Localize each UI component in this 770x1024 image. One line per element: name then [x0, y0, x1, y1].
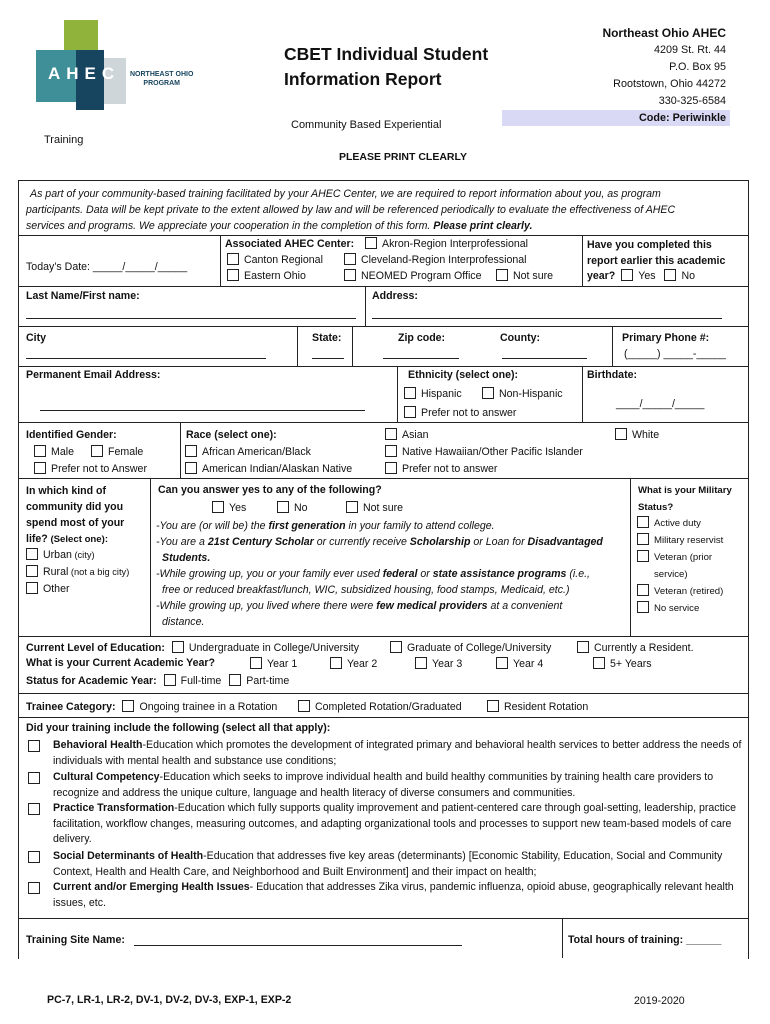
race-american-indian-label: American Indian/Alaskan Native [202, 463, 353, 475]
center-cleveland-label: Cleveland-Region Interprofessional [361, 254, 527, 266]
year-5-label: 5+ Years [610, 658, 652, 670]
other-label: Other [43, 583, 70, 595]
social-determinants-text: -Education that addresses five key areas (determinants) [Economic Stability, Education, Social and Community Context, Health and Health Care, and Neighborhood and Built Environment] and their impact on health; [53, 850, 723, 878]
military-q2: Status? [638, 502, 674, 513]
address-line-4: 330-325-6584 [658, 95, 726, 107]
completed-yes-label: Yes [638, 270, 656, 282]
intro-line2: participants. Data will be kept private to the extent allowed by law and will be referenced periodically to evaluate the effectiveness of AHEC [26, 204, 676, 216]
county-input-line[interactable] [502, 358, 587, 359]
emerging-health-checkbox[interactable] [28, 882, 40, 894]
logo-org-line2: PROGRAM [143, 80, 180, 87]
year-3-label: Year 3 [432, 658, 463, 670]
scholar-b: 21st Century Scholar [207, 536, 314, 548]
ethnicity-label: Ethnicity (select one): [408, 369, 519, 381]
first-gen-a: -You are (or will be) the [156, 520, 269, 532]
trainee-ongoing-label: Ongoing trainee in a Rotation [139, 701, 278, 713]
community-q2: community did you [26, 501, 124, 513]
behavioral-health-text: -Education which promotes the development of integrated primary and behavioral health services to better address the needs of individuals with mental health and substance use conditions; [53, 739, 742, 767]
race-asian-label: Asian [402, 429, 429, 441]
hispanic-label: Hispanic [421, 388, 462, 400]
subtitle-a: Community Based Experiential [291, 119, 442, 131]
yes-q-not-sure-label: Not sure [363, 502, 404, 514]
subtitle-b: Training [44, 134, 84, 146]
scholar-c: or currently receive [313, 536, 410, 548]
med-line2: distance. [162, 616, 205, 628]
logo-org-line1: NORTHEAST OHIO [130, 71, 194, 78]
yes-q-not-sure-checkbox[interactable] [346, 501, 358, 513]
center-canton-checkbox[interactable] [227, 253, 239, 265]
race-african-american-label: African American/Black [202, 446, 311, 458]
year-2-label: Year 2 [347, 658, 378, 670]
military-reservist-label: Military reservist [654, 535, 724, 546]
training-site-input-line[interactable] [134, 945, 462, 946]
state-input-line[interactable] [312, 358, 344, 359]
year-1-checkbox[interactable] [250, 657, 262, 669]
center-neomed-checkbox[interactable] [344, 269, 356, 281]
race-label: Race (select one): [186, 429, 277, 441]
rural-note: (not a big city) [68, 567, 130, 577]
intro-line1: As part of your community-based training facilitated by your AHEC Center, we are required to report information about you, as program [30, 188, 661, 200]
completed-line2: report earlier this academic [587, 254, 726, 267]
center-cleveland-checkbox[interactable] [344, 253, 356, 265]
practice-transformation-text: -Education which fully supports quality improvement and patient-centered care through goal-setting, leadership, practice facilitation, workflow changes, measuring outcomes, and adapting organizational tools and processes to support new team-based models of care delivery. [53, 802, 737, 845]
scholar-f: Disadvantaged [527, 536, 603, 548]
scholar-a: -You are a [156, 536, 208, 548]
military-active-label: Active duty [654, 518, 701, 529]
birthdate-label: Birthdate: [587, 369, 638, 381]
name-input-line[interactable] [26, 318, 356, 319]
completed-no-checkbox[interactable] [664, 269, 676, 281]
practice-transformation-checkbox[interactable] [28, 803, 40, 815]
address-label: Address: [372, 290, 418, 302]
edu-undergrad-checkbox[interactable] [172, 641, 184, 653]
center-canton-label: Canton Regional [244, 254, 323, 266]
ahec-logo [34, 20, 209, 112]
cultural-competency-title: Cultural Competency [53, 771, 160, 783]
male-label: Male [51, 446, 74, 458]
status-part-time-checkbox[interactable] [229, 674, 241, 686]
gender-prefer-checkbox[interactable] [34, 462, 46, 474]
edu-undergrad-label: Undergraduate in College/University [188, 642, 360, 654]
yes-q-yes-label: Yes [229, 502, 247, 514]
male-checkbox[interactable] [34, 445, 46, 457]
scholar-g: Students. [162, 552, 211, 564]
trainee-completed-checkbox[interactable] [298, 700, 310, 712]
address-line-2: P.O. Box 95 [669, 61, 726, 73]
military-no-service-label: No service [654, 603, 700, 614]
phone-input[interactable]: (_____) _____-_____ [624, 348, 726, 360]
first-gen-b: first generation [268, 520, 346, 532]
email-label: Permanent Email Address: [26, 369, 161, 381]
intro-line3a: services and programs. We appreciate your cooperation in the completion of this form. [26, 220, 434, 232]
non-hispanic-checkbox[interactable] [482, 387, 494, 399]
urban-label: Urban [43, 549, 72, 561]
trainee-completed-label: Completed Rotation/Graduated [315, 701, 462, 713]
name-label: Last Name/First name: [26, 290, 140, 302]
race-native-hawaiian-label: Native Hawaiian/Other Pacific Islander [402, 446, 583, 458]
race-prefer-not-label: Prefer not to answer [402, 463, 498, 475]
emerging-health-title: Current and/or Emerging Health Issues [53, 881, 250, 893]
center-eastern-ohio-checkbox[interactable] [227, 269, 239, 281]
military-veteran-prior-label: Veteran (prior [654, 552, 713, 563]
race-asian-checkbox[interactable] [385, 428, 397, 440]
email-input-line[interactable] [40, 410, 365, 411]
title-line1: CBET Individual Student [284, 44, 489, 64]
year-5-checkbox[interactable] [593, 657, 605, 669]
community-question [26, 483, 124, 548]
race-african-american-checkbox[interactable] [185, 445, 197, 457]
page-title [284, 42, 488, 92]
race-native-hawaiian-checkbox[interactable] [385, 445, 397, 457]
behavioral-health-title: Behavioral Health [53, 739, 143, 751]
emerging-health-text: - Education that addresses Zika virus, pandemic influenza, opioid abuse, geographically relevant health issues, etc. [53, 881, 734, 909]
city-input-line[interactable] [26, 358, 266, 359]
training-site-label: Training Site Name: [26, 934, 125, 946]
center-akron-checkbox[interactable] [365, 237, 377, 249]
med-a: -While growing up, you lived where there were [156, 600, 377, 612]
yes-q-no-checkbox[interactable] [277, 501, 289, 513]
logo-letters: AHEC [48, 64, 121, 83]
cultural-competency-text: -Education which seeks to improve individual health and build healthy communities by training health care providers to recognize and address the unique culture, language and health literacy of diverse consumers and communities. [53, 771, 714, 799]
behavioral-health-checkbox[interactable] [28, 740, 40, 752]
zip-label: Zip code: [398, 332, 446, 344]
urban-checkbox[interactable] [26, 548, 38, 560]
hispanic-checkbox[interactable] [404, 387, 416, 399]
rural-checkbox[interactable] [26, 565, 38, 577]
military-no-service-checkbox[interactable] [637, 601, 649, 613]
military-veteran-retired-checkbox[interactable] [637, 584, 649, 596]
print-notice: PLEASE PRINT CLEARLY [339, 151, 467, 163]
rural-label: Rural [43, 566, 69, 578]
completed-yes-checkbox[interactable] [621, 269, 633, 281]
fed-c: or [417, 568, 433, 580]
center-neomed-label: NEOMED Program Office [361, 270, 482, 282]
ethnicity-prefer-not-checkbox[interactable] [404, 406, 416, 418]
completed-line1: Have you completed this [587, 239, 712, 251]
center-eastern-ohio-label: Eastern Ohio [244, 270, 306, 282]
cultural-competency-checkbox[interactable] [28, 772, 40, 784]
first-gen-c: in your family to attend college. [345, 520, 495, 532]
female-label: Female [108, 446, 144, 458]
military-question [638, 482, 732, 516]
race-prefer-not-checkbox[interactable] [385, 462, 397, 474]
race-white-checkbox[interactable] [615, 428, 627, 440]
center-akron-label: Akron-Region Interprofessional [382, 238, 529, 250]
code-label: Code: Periwinkle [639, 112, 726, 124]
county-label: County: [500, 332, 541, 344]
year-3-checkbox[interactable] [415, 657, 427, 669]
military-veteran-prior-checkbox[interactable] [637, 550, 649, 562]
scholar-d: Scholarship [409, 536, 471, 548]
trainee-resident-label: Resident Rotation [504, 701, 589, 713]
community-q4: life? [26, 533, 48, 545]
status-full-time-checkbox[interactable] [164, 674, 176, 686]
military-veteran-retired-label: Veteran (retired) [654, 586, 724, 597]
social-determinants-checkbox[interactable] [28, 851, 40, 863]
phone-label: Primary Phone #: [622, 332, 710, 344]
med-c: at a convenient [487, 600, 563, 612]
edu-label: Current Level of Education: [26, 642, 165, 654]
year-2-checkbox[interactable] [330, 657, 342, 669]
military-reservist-checkbox[interactable] [637, 533, 649, 545]
year-label: What is your Current Academic Year? [26, 657, 215, 669]
address-line-3: Rootstown, Ohio 44272 [613, 78, 726, 90]
footer-codes: PC-7, LR-1, LR-2, DV-1, DV-2, DV-3, EXP-1, EXP-2 [47, 994, 292, 1006]
fed-d: state assistance programs [432, 568, 567, 580]
military-q1: What is your Military [638, 485, 732, 496]
center-not-sure-label: Not sure [513, 270, 554, 282]
center-not-sure-checkbox[interactable] [496, 269, 508, 281]
address-line-1: 4209 St. Rt. 44 [653, 44, 726, 56]
med-b: few medical providers [376, 600, 488, 612]
zip-input-line[interactable] [383, 358, 459, 359]
edu-graduate-label: Graduate of College/University [407, 642, 552, 654]
training-heading: Did your training include the following (select all that apply): [26, 722, 331, 734]
completed-no-label: No [681, 270, 696, 282]
trainee-resident-checkbox[interactable] [487, 700, 499, 712]
community-q3: spend most of your [26, 517, 125, 529]
todays-date-field[interactable]: Today’s Date: _____/_____/_____ [26, 261, 188, 273]
year-4-checkbox[interactable] [496, 657, 508, 669]
ethnicity-prefer-not-label: Prefer not to answer [421, 407, 517, 419]
trainee-label: Trainee Category: [26, 701, 116, 713]
fed-e: (i.e., [566, 568, 590, 580]
fed-line2: free or reduced breakfast/lunch, WIC, subsidized housing, food stamps, Medicaid, etc.) [162, 584, 570, 596]
race-white-label: White [632, 429, 660, 441]
trainee-ongoing-checkbox[interactable] [122, 700, 134, 712]
org-address [602, 25, 726, 110]
community-q1: In which kind of [26, 485, 107, 497]
completed-question [587, 238, 725, 285]
military-veteran-prior-label2: service) [654, 569, 688, 580]
status-label: Status for Academic Year: [26, 675, 157, 687]
footer-year: 2019-2020 [634, 995, 685, 1007]
intro-text [26, 186, 746, 234]
edu-resident-label: Currently a Resident. [594, 642, 694, 654]
urban-note: (city) [71, 550, 95, 560]
other-checkbox[interactable] [26, 582, 38, 594]
intro-line3b: Please print clearly. [433, 220, 533, 232]
edu-resident-checkbox[interactable] [577, 641, 589, 653]
fed-a: -While growing up, you or your family ever used [156, 568, 383, 580]
title-line2: Information Report [284, 69, 442, 89]
gender-prefer-label: Prefer not to Answer [51, 463, 147, 475]
assoc-center-label: Associated AHEC Center: [225, 238, 355, 250]
year-1-label: Year 1 [267, 658, 298, 670]
edu-graduate-checkbox[interactable] [390, 641, 402, 653]
org-name: Northeast Ohio AHEC [602, 26, 726, 40]
yes-question: Can you answer yes to any of the following? [158, 484, 382, 496]
birthdate-input[interactable]: ____/_____/_____ [616, 398, 705, 410]
code-badge [502, 110, 730, 126]
fed-b: federal [382, 568, 418, 580]
city-label: City [26, 332, 47, 344]
gender-label: Identified Gender: [26, 429, 117, 441]
non-hispanic-label: Non-Hispanic [499, 388, 563, 400]
address-input-line[interactable] [372, 318, 722, 319]
female-checkbox[interactable] [91, 445, 103, 457]
status-part-time-label: Part-time [246, 675, 290, 687]
yes-q-yes-checkbox[interactable] [212, 501, 224, 513]
social-determinants-title: Social Determinants of Health [53, 850, 204, 862]
total-hours-field[interactable]: Total hours of training: ______ [568, 934, 722, 946]
race-american-indian-checkbox[interactable] [185, 462, 197, 474]
yes-q-criteria [156, 518, 603, 630]
year-4-label: Year 4 [513, 658, 544, 670]
practice-transformation-title: Practice Transformation [53, 802, 175, 814]
community-select: (Select one): [47, 534, 109, 545]
yes-q-no-label: No [294, 502, 308, 514]
status-full-time-label: Full-time [180, 675, 222, 687]
completed-line3: year? [587, 270, 616, 282]
state-label: State: [312, 332, 342, 344]
military-active-checkbox[interactable] [637, 516, 649, 528]
scholar-e: or Loan for [470, 536, 528, 548]
